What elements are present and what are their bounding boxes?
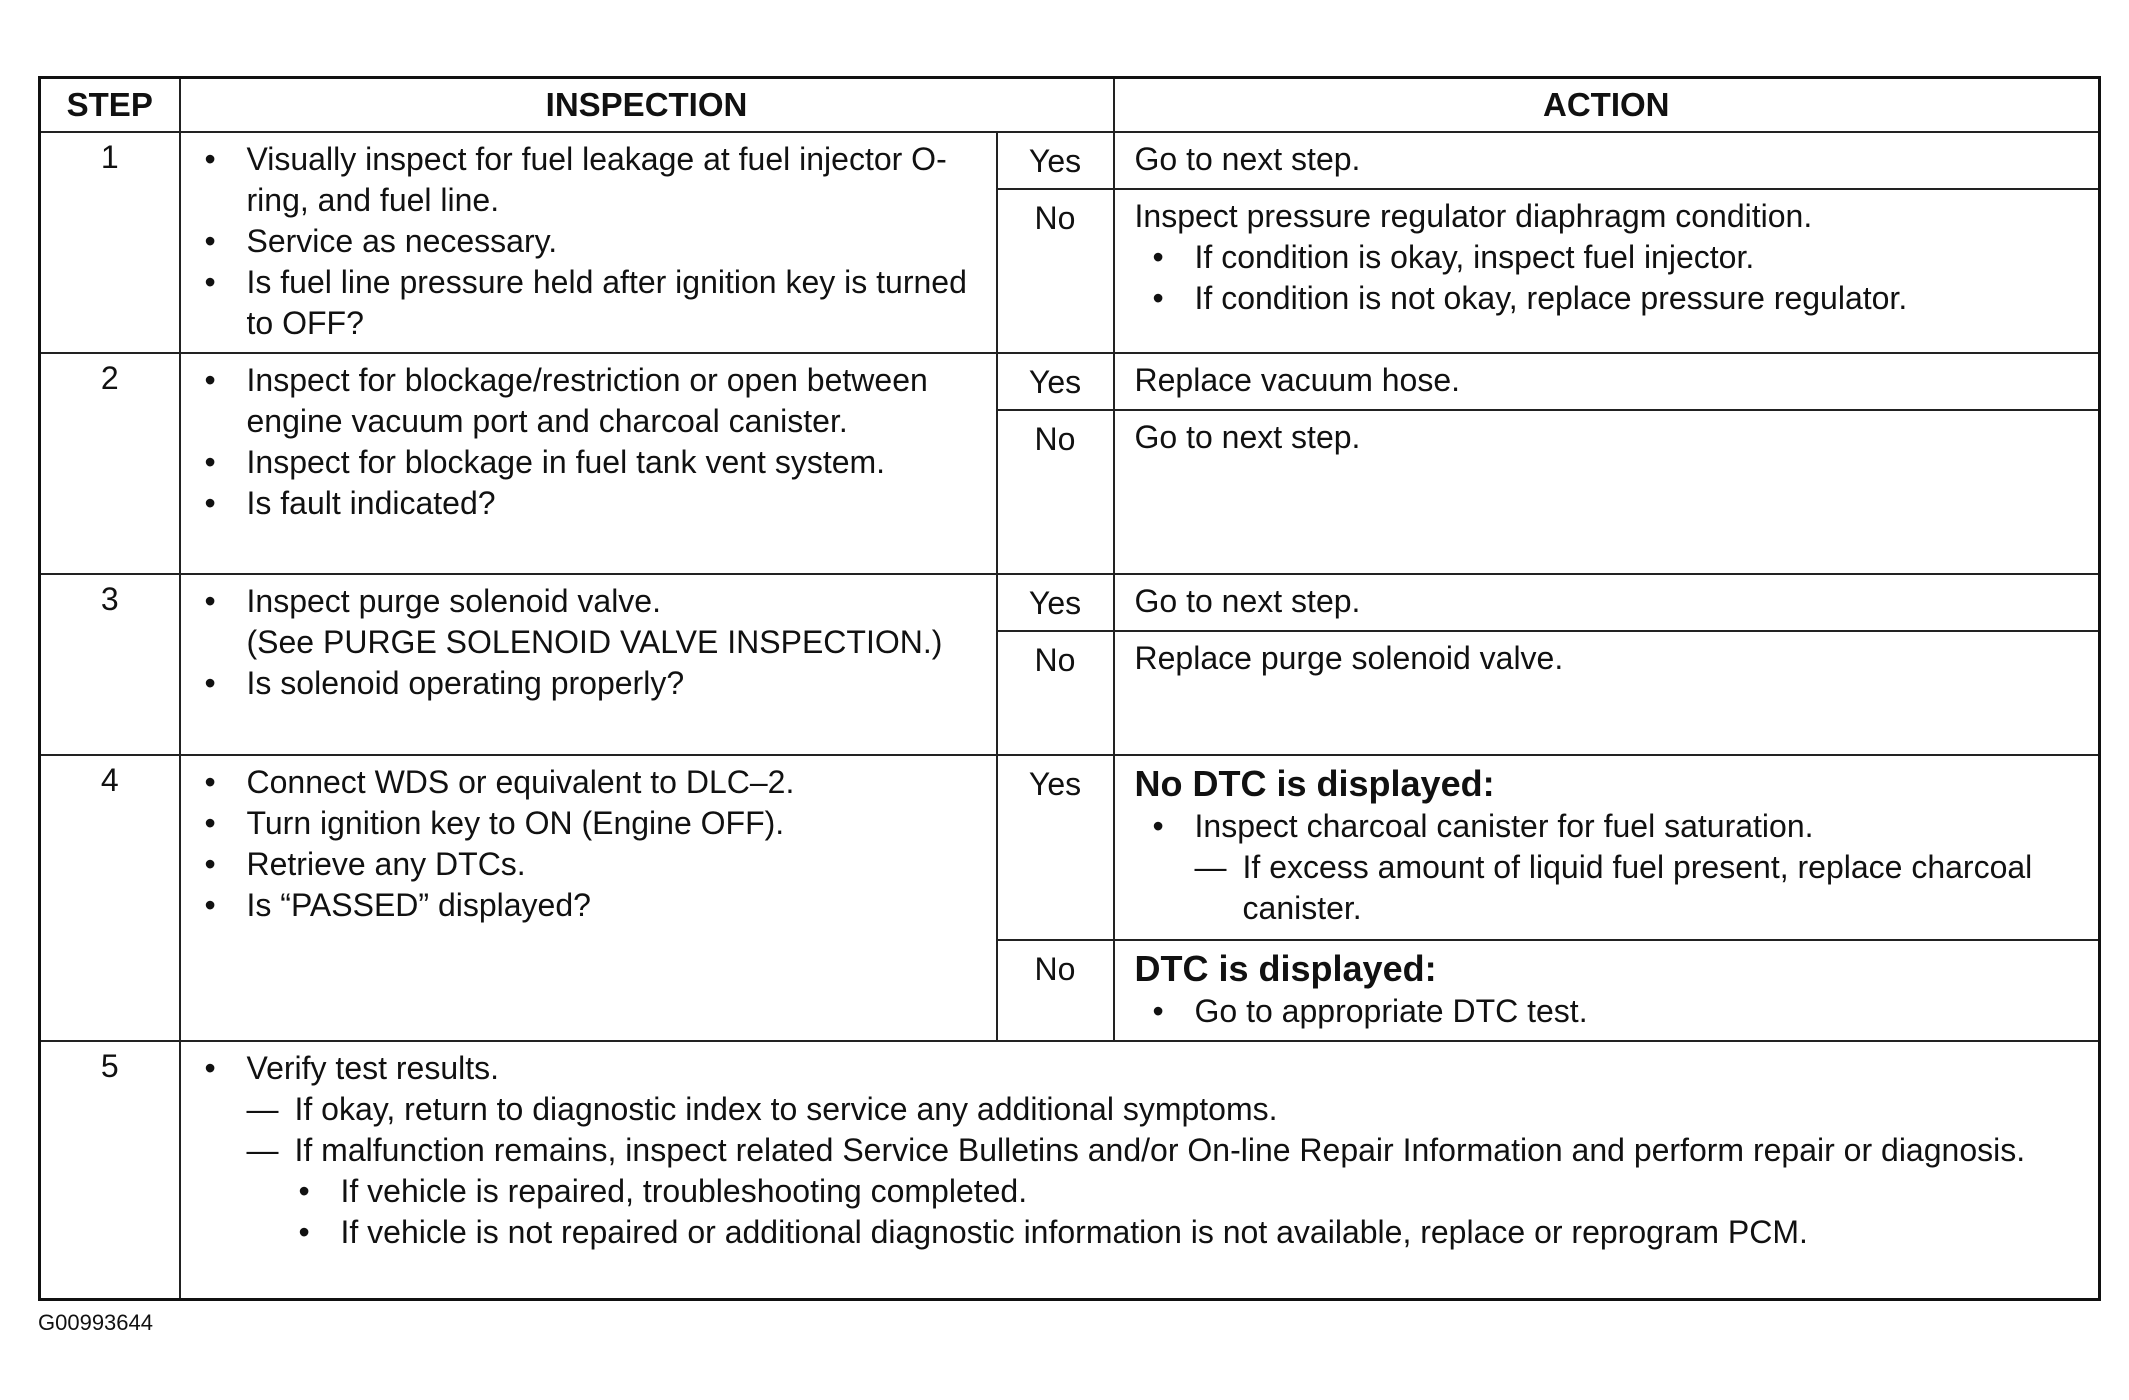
list-item: • If condition is not okay, replace pressure regulator. <box>1149 278 2085 319</box>
step-5-row <box>40 1041 2100 1299</box>
result-text: If malfunction remains, inspect related Service Bulletins and/or On-line Repair Information and perform repair or diagnosis. <box>294 1132 2026 1168</box>
action-bullet: Inspect charcoal canister for fuel saturation. <box>1194 808 1814 844</box>
step-1-yes-action: Go to next step. <box>1114 132 2100 189</box>
list-item: • Inspect for blockage in fuel tank vent system. <box>201 442 982 483</box>
inspection-reference: (See PURGE SOLENOID VALVE INSPECTION.) <box>246 624 943 660</box>
list-item: • Go to appropriate DTC test. <box>1149 991 2085 1032</box>
yes-label: Yes <box>997 574 1114 631</box>
yes-label: Yes <box>997 353 1114 410</box>
diagnostic-table <box>38 76 2101 1301</box>
step-3-inspection <box>180 574 997 755</box>
list-item: • If condition is okay, inspect fuel injector. <box>1149 237 2085 278</box>
list-item: • Is fuel line pressure held after ignition key is turned to OFF? <box>201 262 982 344</box>
inspection-text: Inspect purge solenoid valve. <box>246 583 661 619</box>
step-2-inspection <box>180 353 997 574</box>
step-number: 1 <box>40 132 180 353</box>
step-1-no-action <box>1114 189 2100 353</box>
no-label: No <box>997 189 1114 353</box>
step-2-yes-action: Replace vacuum hose. <box>1114 353 2100 410</box>
header-step: STEP <box>40 78 180 133</box>
step-1-yes-row <box>40 132 2100 189</box>
list-item: • Service as necessary. <box>201 221 982 262</box>
list-item: • Turn ignition key to ON (Engine OFF). <box>201 803 982 844</box>
step-3-yes-action: Go to next step. <box>1114 574 2100 631</box>
no-label: No <box>997 410 1114 574</box>
list-item <box>201 581 982 663</box>
step-4-inspection <box>180 755 997 1041</box>
action-dash: — If excess amount of liquid fuel present, replace charcoal canister. <box>1195 847 2085 929</box>
header-action: ACTION <box>1114 78 2100 133</box>
action-heading: DTC is displayed: <box>1134 948 1437 989</box>
step-number: 4 <box>40 755 180 1041</box>
list-item: • Connect WDS or equivalent to DLC–2. <box>201 762 982 803</box>
no-label: No <box>997 631 1114 755</box>
list-item <box>1149 806 2085 929</box>
step-4-no-action <box>1114 940 2100 1041</box>
step-2-yes-row <box>40 353 2100 410</box>
step-3-yes-row <box>40 574 2100 631</box>
list-item <box>201 1048 2085 1253</box>
step-number: 5 <box>40 1041 180 1299</box>
step-number: 3 <box>40 574 180 755</box>
step-number: 2 <box>40 353 180 574</box>
header-inspection: INSPECTION <box>180 78 1114 133</box>
yes-label: Yes <box>997 755 1114 940</box>
yes-label: Yes <box>997 132 1114 189</box>
figure-id: G00993644 <box>38 1310 153 1335</box>
list-item: • Is solenoid operating properly? <box>201 663 982 704</box>
list-item: • Is fault indicated? <box>201 483 982 524</box>
step-4-yes-row <box>40 755 2100 940</box>
diagnostic-document <box>38 76 2098 1301</box>
step-5-inspection <box>180 1041 2100 1299</box>
result-dash <box>247 1130 2085 1253</box>
list-item: • Retrieve any DTCs. <box>201 844 982 885</box>
inspection-text: • Verify test results. <box>246 1050 500 1086</box>
step-2-no-action: Go to next step. <box>1114 410 2100 574</box>
list-item: • If vehicle is not repaired or additional diagnostic information is not available, replace or reprogram PCM. <box>295 1212 2085 1253</box>
action-heading: No DTC is displayed: <box>1134 763 1495 804</box>
no-label: No <box>997 940 1114 1041</box>
list-item: • Visually inspect for fuel leakage at fuel injector O-ring, and fuel line. <box>201 139 982 221</box>
step-3-no-action: Replace purge solenoid valve. <box>1114 631 2100 755</box>
list-item: • Is “PASSED” displayed? <box>201 885 982 926</box>
list-item: • Inspect for blockage/restriction or open between engine vacuum port and charcoal canister. <box>201 360 982 442</box>
result-dash: — If okay, return to diagnostic index to service any additional symptoms. <box>247 1089 2085 1130</box>
list-item: • If vehicle is repaired, troubleshooting completed. <box>295 1171 2085 1212</box>
step-1-inspection <box>180 132 997 353</box>
header-row <box>40 78 2100 133</box>
step-4-yes-action <box>1114 755 2100 940</box>
action-text: Inspect pressure regulator diaphragm condition. <box>1134 198 1813 234</box>
